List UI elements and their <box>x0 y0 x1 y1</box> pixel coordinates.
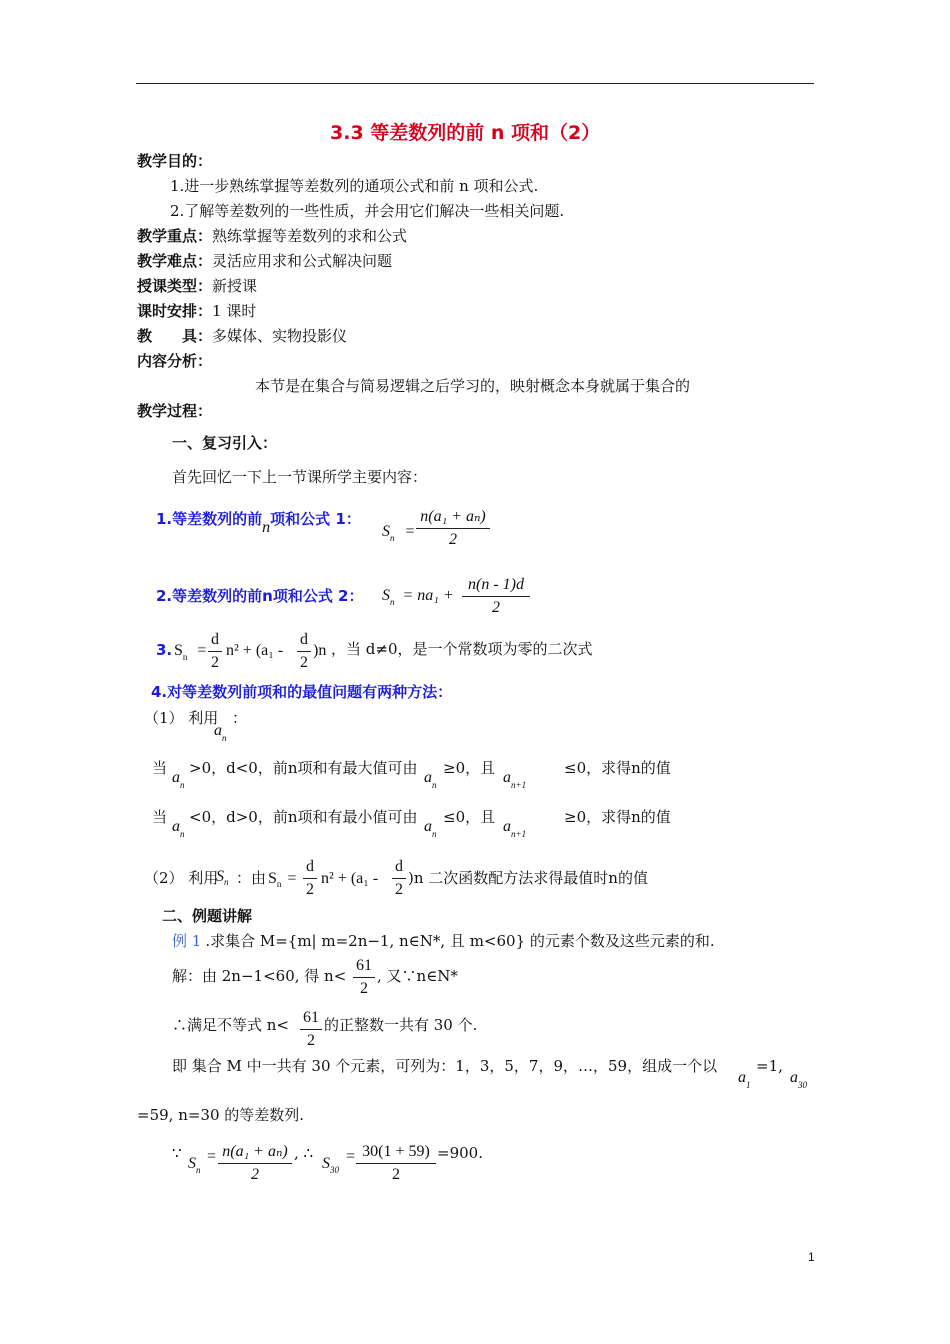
method-2-label: （2） 利用 <box>144 869 219 887</box>
method-2-s2: S <box>268 870 277 887</box>
page-title: 3.3 等差数列的前 n 项和（2） <box>330 122 601 144</box>
method-2-frac1 <box>303 858 317 899</box>
section-examples-heading: 二、例题讲解 <box>162 907 253 925</box>
method-2-den2: 2 <box>395 881 403 898</box>
formula-2-s: S <box>382 587 390 604</box>
formula-2-denominator: 2 <box>492 599 500 616</box>
case-1-an-2 <box>424 769 437 790</box>
solution-frac-1-num: n(a₁ + aₙ) <box>222 1143 288 1160</box>
method-2-mid: n² + (a₁ - <box>321 870 379 887</box>
content-analysis-label: 内容分析： <box>137 352 213 370</box>
case-2-sub3: n+1 <box>511 829 527 839</box>
process-label: 教学过程： <box>137 402 213 420</box>
solution-2-num: 61 <box>303 1009 319 1026</box>
formula-3-mid: n² + (a₁ - <box>226 642 284 659</box>
solution-a30-sub: 30 <box>798 1080 807 1090</box>
formula-2-fraction <box>462 576 530 617</box>
difficulties-row <box>137 254 392 269</box>
method-2-num1: d <box>306 858 314 875</box>
lesson-type-label: 授课类型： <box>137 277 213 295</box>
formula-3-num2: d <box>300 631 308 648</box>
solution-line-1b: , 又∵n∈N* <box>377 967 458 985</box>
method-1-colon: ： <box>232 709 248 727</box>
formula-2-suffix: 项和公式 2： <box>272 587 364 605</box>
method-1-an <box>214 722 227 743</box>
method-2-sub2: n <box>276 879 282 889</box>
formula-3-den1: 2 <box>211 654 219 671</box>
solution-sn-sub: n <box>196 1165 201 1175</box>
tools-row <box>137 329 347 344</box>
solution-eq-2: = <box>346 1148 356 1165</box>
example-1-text: .求集合 M={m| m=2n−1, n∈N*, 且 m<60} 的元素个数及这些元素的和. <box>205 932 715 950</box>
tools-label-a: 教 <box>137 327 153 345</box>
solution-line-2b: 的正整数一共有 30 个. <box>324 1016 478 1034</box>
solution-frac-1-den: 2 <box>251 1166 259 1183</box>
key-points-label: 教学重点： <box>137 227 213 245</box>
difficulties-value: 灵活应用求和公式解决问题 <box>212 252 393 270</box>
solution-a1 <box>738 1069 751 1090</box>
case-2-a3: a <box>503 818 511 835</box>
formula-3-sub: n <box>182 652 188 662</box>
solution-result: =900. <box>437 1144 483 1162</box>
method-2-eq: = <box>287 870 297 887</box>
key-points-value: 熟练掌握等差数列的求和公式 <box>212 227 408 245</box>
case-2-an1 <box>503 818 527 839</box>
solution-a1-a: a <box>738 1069 746 1086</box>
content-analysis-text: 本节是在集合与简易逻辑之后学习的，映射概念本身就属于集合的 <box>255 377 691 395</box>
method-1-row <box>144 711 218 726</box>
formula-3-frac2 <box>297 631 311 672</box>
case-1-t2: >0，d<0，前n项和有最大值可由 <box>189 759 418 777</box>
formula-1-sub: n <box>390 533 395 543</box>
extremum-methods-heading: 4.对等差数列前项和的最值问题有两种方法： <box>151 683 453 701</box>
solution-sn-s: S <box>188 1155 196 1172</box>
example-1-label: 例 1 <box>172 932 202 950</box>
key-points-row <box>137 229 407 244</box>
solution-s30-s: S <box>322 1155 330 1172</box>
case-2-t4: ≥0，求得n的值 <box>564 808 671 826</box>
case-1-sub: n <box>180 780 185 790</box>
case-1-an1 <box>503 769 527 790</box>
page-number: 1 <box>808 1250 815 1264</box>
schedule-label: 课时安排： <box>137 302 213 320</box>
formula-1-s: S <box>382 523 390 540</box>
solution-eq-1: = <box>207 1148 217 1165</box>
method-2-end: )n 二次函数配方法求得最值时n的值 <box>408 869 648 887</box>
tools-value: 多媒体、实物投影仪 <box>212 327 348 345</box>
formula-3-frac1 <box>208 631 222 672</box>
lesson-type-value: 新授课 <box>212 277 258 295</box>
formula-2-numerator: n(n - 1)d <box>468 576 524 593</box>
case-2-a2: a <box>424 818 432 835</box>
schedule-row <box>137 304 256 319</box>
case-1-a2: a <box>424 769 432 786</box>
case-1-sub3: n+1 <box>511 780 527 790</box>
case-2-an-2 <box>424 818 437 839</box>
objective-item: 1.进一步熟练掌握等差数列的通项公式和前 n 项和公式. <box>170 177 539 195</box>
solution-because: ∵ <box>172 1144 182 1162</box>
formula-3-lhs <box>174 642 207 662</box>
formula-1-denominator: 2 <box>449 531 457 548</box>
formula-2-prefix: 2.等差数列的前 <box>156 587 263 605</box>
formula-3-s: S <box>174 642 183 659</box>
method-2-lhs <box>268 871 296 887</box>
case-2-a: a <box>172 818 180 835</box>
formula-2-label <box>156 589 364 604</box>
case-2-t3: ≤0，且 <box>443 808 496 826</box>
formula-3-eq: = <box>197 642 207 659</box>
case-1-t4: ≤0，求得n的值 <box>564 759 671 777</box>
lesson-type-row <box>137 279 257 294</box>
method-2-t1: ：由 <box>236 869 267 887</box>
solution-frac-1 <box>218 1143 292 1184</box>
solution-a30-a: a <box>790 1069 798 1086</box>
solution-frac-2 <box>356 1143 436 1184</box>
method-1-label: （1） 利用 <box>144 709 219 727</box>
header-rule <box>136 83 814 84</box>
case-2-sub2: n <box>432 829 437 839</box>
solution-s30-sub: 30 <box>330 1165 339 1175</box>
method-2-den1: 2 <box>306 881 314 898</box>
section-review-heading: 一、复习引入： <box>172 434 278 452</box>
formula-1-suffix: 项和公式 1： <box>270 510 361 528</box>
solution-a1-sub: 1 <box>746 1080 751 1090</box>
formula-1-numerator: n(a₁ + aₙ) <box>420 508 486 525</box>
solution-a1-eq: =1, <box>756 1057 783 1075</box>
review-intro: 首先回忆一下上一节课所学主要内容： <box>172 468 428 486</box>
case-1-t3: ≥0，且 <box>443 759 496 777</box>
solution-a30 <box>790 1069 807 1090</box>
schedule-value: 1 课时 <box>212 302 257 320</box>
solution-1-num: 61 <box>356 957 372 974</box>
method-1-a: a <box>214 722 222 739</box>
formula-3-num1: d <box>211 631 219 648</box>
solution-1-den: 2 <box>360 980 368 997</box>
case-1-a: a <box>172 769 180 786</box>
formula-3-note: ，当 d≠0，是一个常数项为零的二次式 <box>331 640 593 658</box>
solution-sn <box>188 1155 201 1175</box>
solution-s30 <box>322 1155 339 1175</box>
formula-2-lhs <box>382 587 454 607</box>
example-1-statement <box>172 934 715 949</box>
case-1-t1: 当 <box>152 759 168 777</box>
case-1-a3: a <box>503 769 511 786</box>
objective-item: 2.了解等差数列的一些性质，并会用它们解决一些相关问题. <box>170 202 565 220</box>
method-1-sub: n <box>222 733 227 743</box>
formula-1-label <box>156 510 361 536</box>
solution-line-3: 即 集合 M 中一共有 30 个元素，可列为：1，3，5，7，9，…，59，组成一个以 <box>172 1057 718 1075</box>
solution-line-1-frac <box>353 957 375 998</box>
case-1-an <box>172 769 185 790</box>
solution-frac-2-den: 2 <box>392 1166 400 1183</box>
difficulties-label: 教学难点： <box>137 252 213 270</box>
solution-frac-2-num: 30(1 + 59) <box>362 1143 430 1160</box>
solution-line-2-frac <box>300 1009 322 1050</box>
formula-3-end: )n <box>313 642 327 659</box>
formula-2-n: n <box>262 587 273 605</box>
method-2-s: S <box>216 868 224 885</box>
case-1-sub2: n <box>432 780 437 790</box>
case-2-an <box>172 818 185 839</box>
objectives-label: 教学目的： <box>137 152 213 170</box>
solution-2-den: 2 <box>307 1032 315 1049</box>
solution-line-1a: 解：由 2n−1<60, 得 n< <box>172 967 347 985</box>
formula-1-eq: = <box>404 523 416 540</box>
formula-3-den2: 2 <box>300 654 308 671</box>
tools-label-b: 具： <box>182 327 213 345</box>
formula-1-lhs <box>382 523 416 543</box>
method-2-sub: n <box>224 877 229 887</box>
solution-line-2a: ∴满足不等式 n< <box>172 1016 289 1034</box>
formula-2-sub: n <box>390 597 395 607</box>
solution-therefore: , ∴ <box>294 1144 314 1162</box>
case-2-t2: <0，d>0，前n项和有最小值可由 <box>189 808 418 826</box>
formula-1-n: n <box>262 519 271 536</box>
method-2-frac2 <box>392 858 406 899</box>
formula-2-eq: = na₁ + <box>402 587 454 604</box>
formula-3-prefix: 3. <box>156 641 173 659</box>
case-2-sub: n <box>180 829 185 839</box>
formula-1-prefix: 1.等差数列的前 <box>156 510 263 528</box>
case-2-t1: 当 <box>152 808 168 826</box>
solution-line-4: =59, n=30 的等差数列. <box>137 1106 305 1124</box>
formula-1-fraction <box>416 508 490 549</box>
method-2-num2: d <box>395 858 403 875</box>
method-2-sn <box>216 869 229 885</box>
